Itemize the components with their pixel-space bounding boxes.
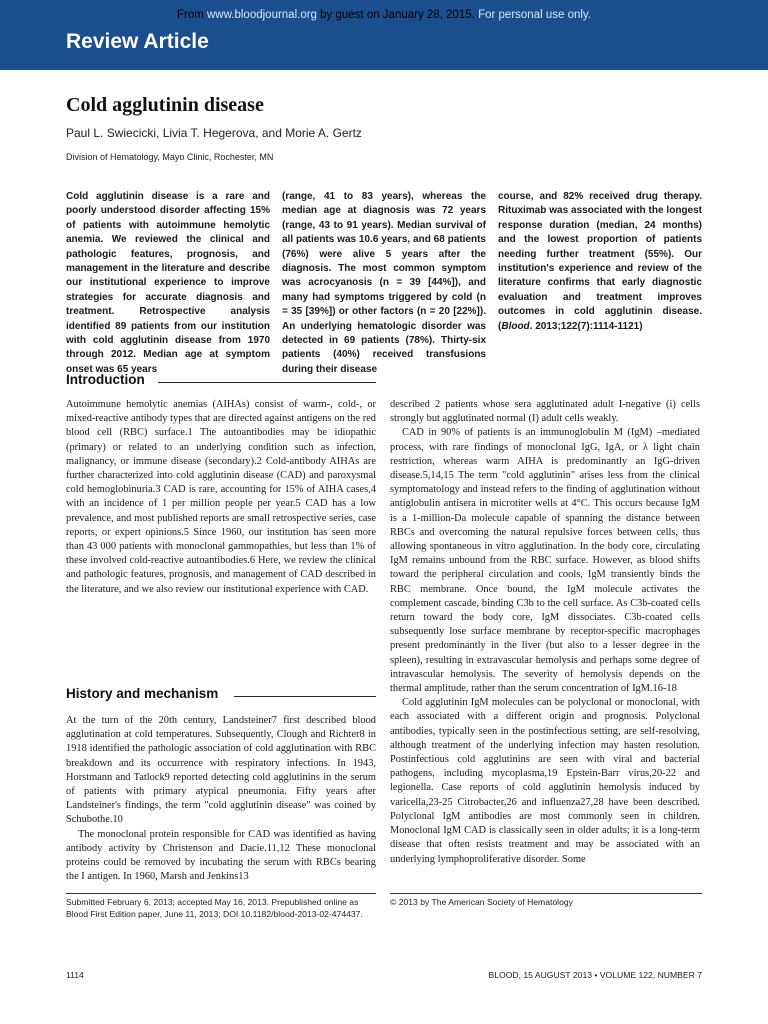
source-prefix: From bbox=[176, 9, 207, 21]
journal-site-link[interactable]: www.bloodjournal.org bbox=[207, 9, 317, 21]
article-type: Review Article bbox=[66, 30, 209, 53]
introduction-text bbox=[66, 398, 376, 597]
right-paragraph-3: Cold agglutinin IgM molecules can be polyclonal or monoclonal, with each associated with a different origin and prognosis. Polyclonal antibodies, typically seen in the postinfectious setting, are self-resolving, although treatment of the underlying infection may hasten resolution. Postinfectious cold agglutinins are seen with viral and bacterial pathogens, including mycoplasma,19 Epstein-Barr virus,20-22 and legionella. Case reports of cold agglutinin hemolysis induced by varicella,23-25 Citrobacter,26 and influenza27,28 have been described. Polyclonal IgM antibodies are most commonly seen in children. Monoclonal IgM CAD is classically seen in older adults; it is a long-term disease that often resists treatment and may be associated with an underlying lymphoproliferative disorder. Some bbox=[390, 697, 700, 865]
footer-rule-right bbox=[390, 893, 702, 894]
introduction-rule bbox=[158, 382, 376, 383]
abstract-column-2: (range, 41 to 83 years), whereas the median age at diagnosis was 72 years (range, 43 to 91 years). Median survival of all patients was 10.6 years, and 68 patients (76%) were alive 5 years after the diagnosis. The most common symptom was acrocyanosis (n = 39 [44%]), and many had symptoms triggered by cold (n = 35 [39%]) or other factors (n = 20 [22%]). An underlying hematologic disorder was detected in 69 patients (78%). Thirty-six patients (40%) received transfusions during their disease bbox=[282, 191, 486, 375]
abstract-journal-name: Blood bbox=[501, 320, 530, 332]
history-paragraph-2: The monoclonal protein responsible for CAD was identified as having antibody activity by Christenson and Dacie.11,12 These monoclonal proteins could be removed by incubating the serum with RBCs bearing the I antigen. In 1960, Marsh and Jenkins13 bbox=[66, 828, 376, 883]
history-text bbox=[66, 714, 376, 884]
abstract-column-1: Cold agglutinin disease is a rare and poorly understood disorder affecting 15% of patients with autoimmune hemolytic anemia. We reviewed the clinical and pathologic features, prognosis, and management in the literature and describe our institutional experience to improve strategies for accurate diagnosis and treatment. Retrospective analysis identified 89 patients from our institution with cold agglutinin disease from 1970 through 2012. Median age at symptom onset was 65 years bbox=[66, 191, 270, 375]
right-paragraph-1: described 2 patients whose sera agglutinated adult I-negative (i) cells strongly but agglutinated normal (I) adult cells weakly. bbox=[390, 399, 700, 425]
history-rule bbox=[234, 696, 376, 697]
abstract-column-3 bbox=[498, 190, 702, 334]
abstract-citation: . 2013;122(7):1114-1121) bbox=[529, 320, 643, 332]
authors: Paul L. Swiecicki, Livia T. Hegerova, and Morie A. Gertz bbox=[66, 126, 362, 140]
heading-introduction: Introduction bbox=[66, 372, 145, 387]
page-number: 1114 bbox=[66, 970, 84, 980]
heading-history: History and mechanism bbox=[66, 686, 219, 701]
submission-note: Submitted February 6, 2013; accepted May 16, 2013. Prepublished online as Blood First Edition paper, June 11, 2013; DOI 10.1182/blood-2013-02-474437. bbox=[66, 897, 363, 919]
article-title: Cold agglutinin disease bbox=[66, 94, 264, 116]
history-paragraph-1: At the turn of the 20th century, Landsteiner7 first described blood agglutination at cold temperatures. Subsequently, Clough and Richter8 in 1918 identified the pathologic association of cold agglutination with RBC breakdown and its occurrence with respiratory infections. In 1943, Horstmann and Tatlock9 reported detecting cold agglutinins in the serum of patients with primary atypical pneumonia. Fifty years after Landsteiner's findings, the term "cold agglutinin disease" was coined by Schubothe.10 bbox=[66, 715, 376, 826]
journal-issue-info: BLOOD, 15 AUGUST 2013 • VOLUME 122, NUMBER 7 bbox=[488, 970, 702, 980]
source-middle: by guest on January 28, 2015. bbox=[316, 9, 479, 21]
abstract-col3-text: course, and 82% received drug therapy. Rituximab was associated with the longest response duration (median, 24 months) and the lowest proportion of patients needing further treatment (55%). Our institution's experience and review of the literature confirms that early diagnostic evaluation and treatment improves outcomes in cold agglutinin disease. ( bbox=[498, 191, 702, 332]
personal-use-link[interactable]: For personal use only. bbox=[478, 9, 592, 21]
footer-rule-left bbox=[66, 893, 376, 894]
source-line bbox=[0, 9, 768, 21]
affiliation: Division of Hematology, Mayo Clinic, Rochester, MN bbox=[66, 152, 274, 162]
right-column-text bbox=[390, 398, 700, 867]
copyright-note: © 2013 by The American Society of Hematology bbox=[390, 897, 573, 907]
right-paragraph-2: CAD in 90% of patients is an immunoglobulin M (IgM) –mediated process, with rare findings of monoclonal IgG, IgA, or λ light chain restriction, whereas warm AIHA is predominantly an IgG-driven disease.5,14,15 The term "cold agglutinin" arises less from the clinical symptomatology and instead refers to the finding of agglutination without antiglobulin antisera in microtiter wells at 4°C. This occurs because IgM is a 1-million-Da molecule capable of spanning the distance between RBCs and overcoming the natural repulsive forces between cells, thus allowing spontaneous in vitro agglutination. In the body core, circulating IgM remains unbound from the RBC surface. However, as blood shifts toward the peripheral circulation and cools, IgM transiently binds the RBC membrane. Once bound, the IgM molecule activates the complement cascade, binding C3b to the cell surface. As C3b-coated cells return toward the body core, IgM dissociates. C3b-coated cells subsequently lose surface membrane by receptor-specific macrophages present predominantly in the liver (but also to a lesser degree in the spleen), resulting in extravascular hemolysis and perhaps some degree of intravascular hemolysis. The severity of hemolysis depends on the thermal amplitude, rather than the serum concentration of IgM.16-18 bbox=[390, 427, 700, 695]
introduction-paragraph: Autoimmune hemolytic anemias (AIHAs) consist of warm-, cold-, or mixed-reactive antibody types that are directed against antigens on the red blood cell (RBC) surface.1 The autoantibodies may be idiopathic (primary) or related to an underlying condition such as infection, malignancy, or immune disease (secondary).2 Cold-antibody AIHAs are further characterized into cold agglutinin disease (CAD) and paroxysmal cold hemoglobinuria.3 CAD is rare, accounting for 15% of AIHA cases,4 with an incidence of 1 per million people per year.5 CAD has a low prevalence, and most published reports are small retrospective series, case reports, or expert opinions.5 Since 1960, our institution has seen more than 43 000 patients with monoclonal gammopathies, but less than 1% of these involved cold-reactive autoantibodies.6 Here, we review the clinical and pathologic features, prognosis, and management of CAD described in the literature, and we also review our institutional experience with CAD. bbox=[66, 399, 376, 595]
